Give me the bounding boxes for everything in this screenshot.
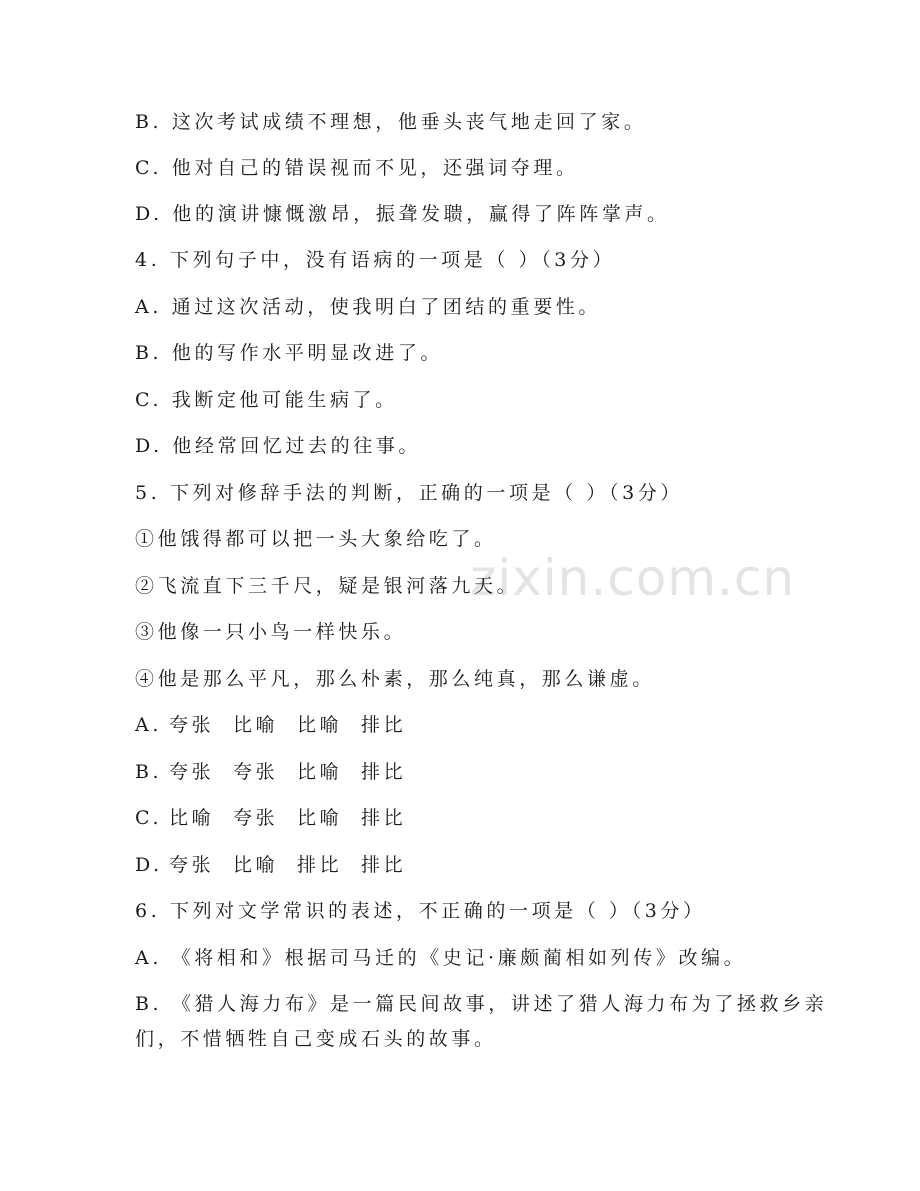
q5-sentence-3: ③他像一只小鸟一样快乐。 — [135, 621, 407, 643]
q5-sentence-1: ①他饿得都可以把一头大象给吃了。 — [135, 528, 497, 550]
option-term: 夸张 — [169, 714, 215, 736]
q4-option-d: D. 他经常回忆过去的往事。 — [135, 435, 422, 457]
option-term: 排比 — [361, 761, 407, 783]
option-letter: A. — [135, 714, 162, 736]
q4-stem: 4. 下列句子中，没有语病的一项是（ ）（3分） — [135, 249, 616, 271]
option-term: 比喻 — [169, 807, 215, 829]
q5-option-c — [135, 809, 795, 828]
q6-stem: 6. 下列对文学常识的表述，不正确的一项是（ ）（3分） — [135, 900, 706, 922]
option-term: 排比 — [361, 714, 407, 736]
q6-option-b-line-2: 们，不惜牺牲自己变成石头的故事。 — [135, 1028, 497, 1050]
option-letter: D. — [135, 854, 163, 876]
q4-option-a: A. 通过这次活动，使我明白了团结的重要性。 — [135, 296, 602, 318]
option-term: 排比 — [361, 854, 407, 876]
option-term: 比喻 — [233, 714, 279, 736]
q3-option-d: D. 他的演讲慷慨激昂，振聋发聩，赢得了阵阵掌声。 — [135, 203, 670, 225]
q5-sentence-2: ②飞流直下三千尺，疑是银河落九天。 — [135, 575, 520, 597]
option-term: 比喻 — [297, 761, 343, 783]
option-term: 排比 — [361, 807, 407, 829]
option-term: 夸张 — [233, 807, 279, 829]
q4-option-b: B. 他的写作水平明显改进了。 — [135, 342, 444, 364]
q5-sentence-4: ④他是那么平凡，那么朴素，那么纯真，那么谦虚。 — [135, 668, 655, 690]
q3-option-b: B. 这次考试成绩不理想，他垂头丧气地走回了家。 — [135, 111, 647, 133]
q4-option-c: C. 我断定他可能生病了。 — [135, 389, 398, 411]
option-letter: C. — [135, 807, 163, 829]
option-letter: B. — [135, 761, 163, 783]
option-term: 比喻 — [233, 854, 279, 876]
option-term: 比喻 — [297, 807, 343, 829]
option-term: 夸张 — [169, 761, 215, 783]
option-term: 夸张 — [169, 854, 215, 876]
q5-option-b — [135, 763, 795, 782]
option-term: 夸张 — [233, 761, 279, 783]
option-term: 比喻 — [297, 714, 343, 736]
q6-option-b-line-1: B. 《猎人海力布》是一篇民间故事，讲述了猎人海力布为了拯救乡亲 — [135, 993, 828, 1015]
q3-option-c: C. 他对自己的错误视而不见，还强词夺理。 — [135, 157, 579, 179]
q5-option-a — [135, 716, 795, 735]
option-term: 排比 — [297, 854, 343, 876]
watermark-text: zixin.com.cn — [470, 549, 796, 607]
q6-option-a: A. 《将相和》根据司马迁的《史记·廉颇蔺相如列传》改编。 — [135, 947, 747, 969]
q5-stem: 5. 下列对修辞手法的判断，正确的一项是（ ）（3分） — [135, 482, 683, 504]
q5-option-d — [135, 856, 795, 875]
